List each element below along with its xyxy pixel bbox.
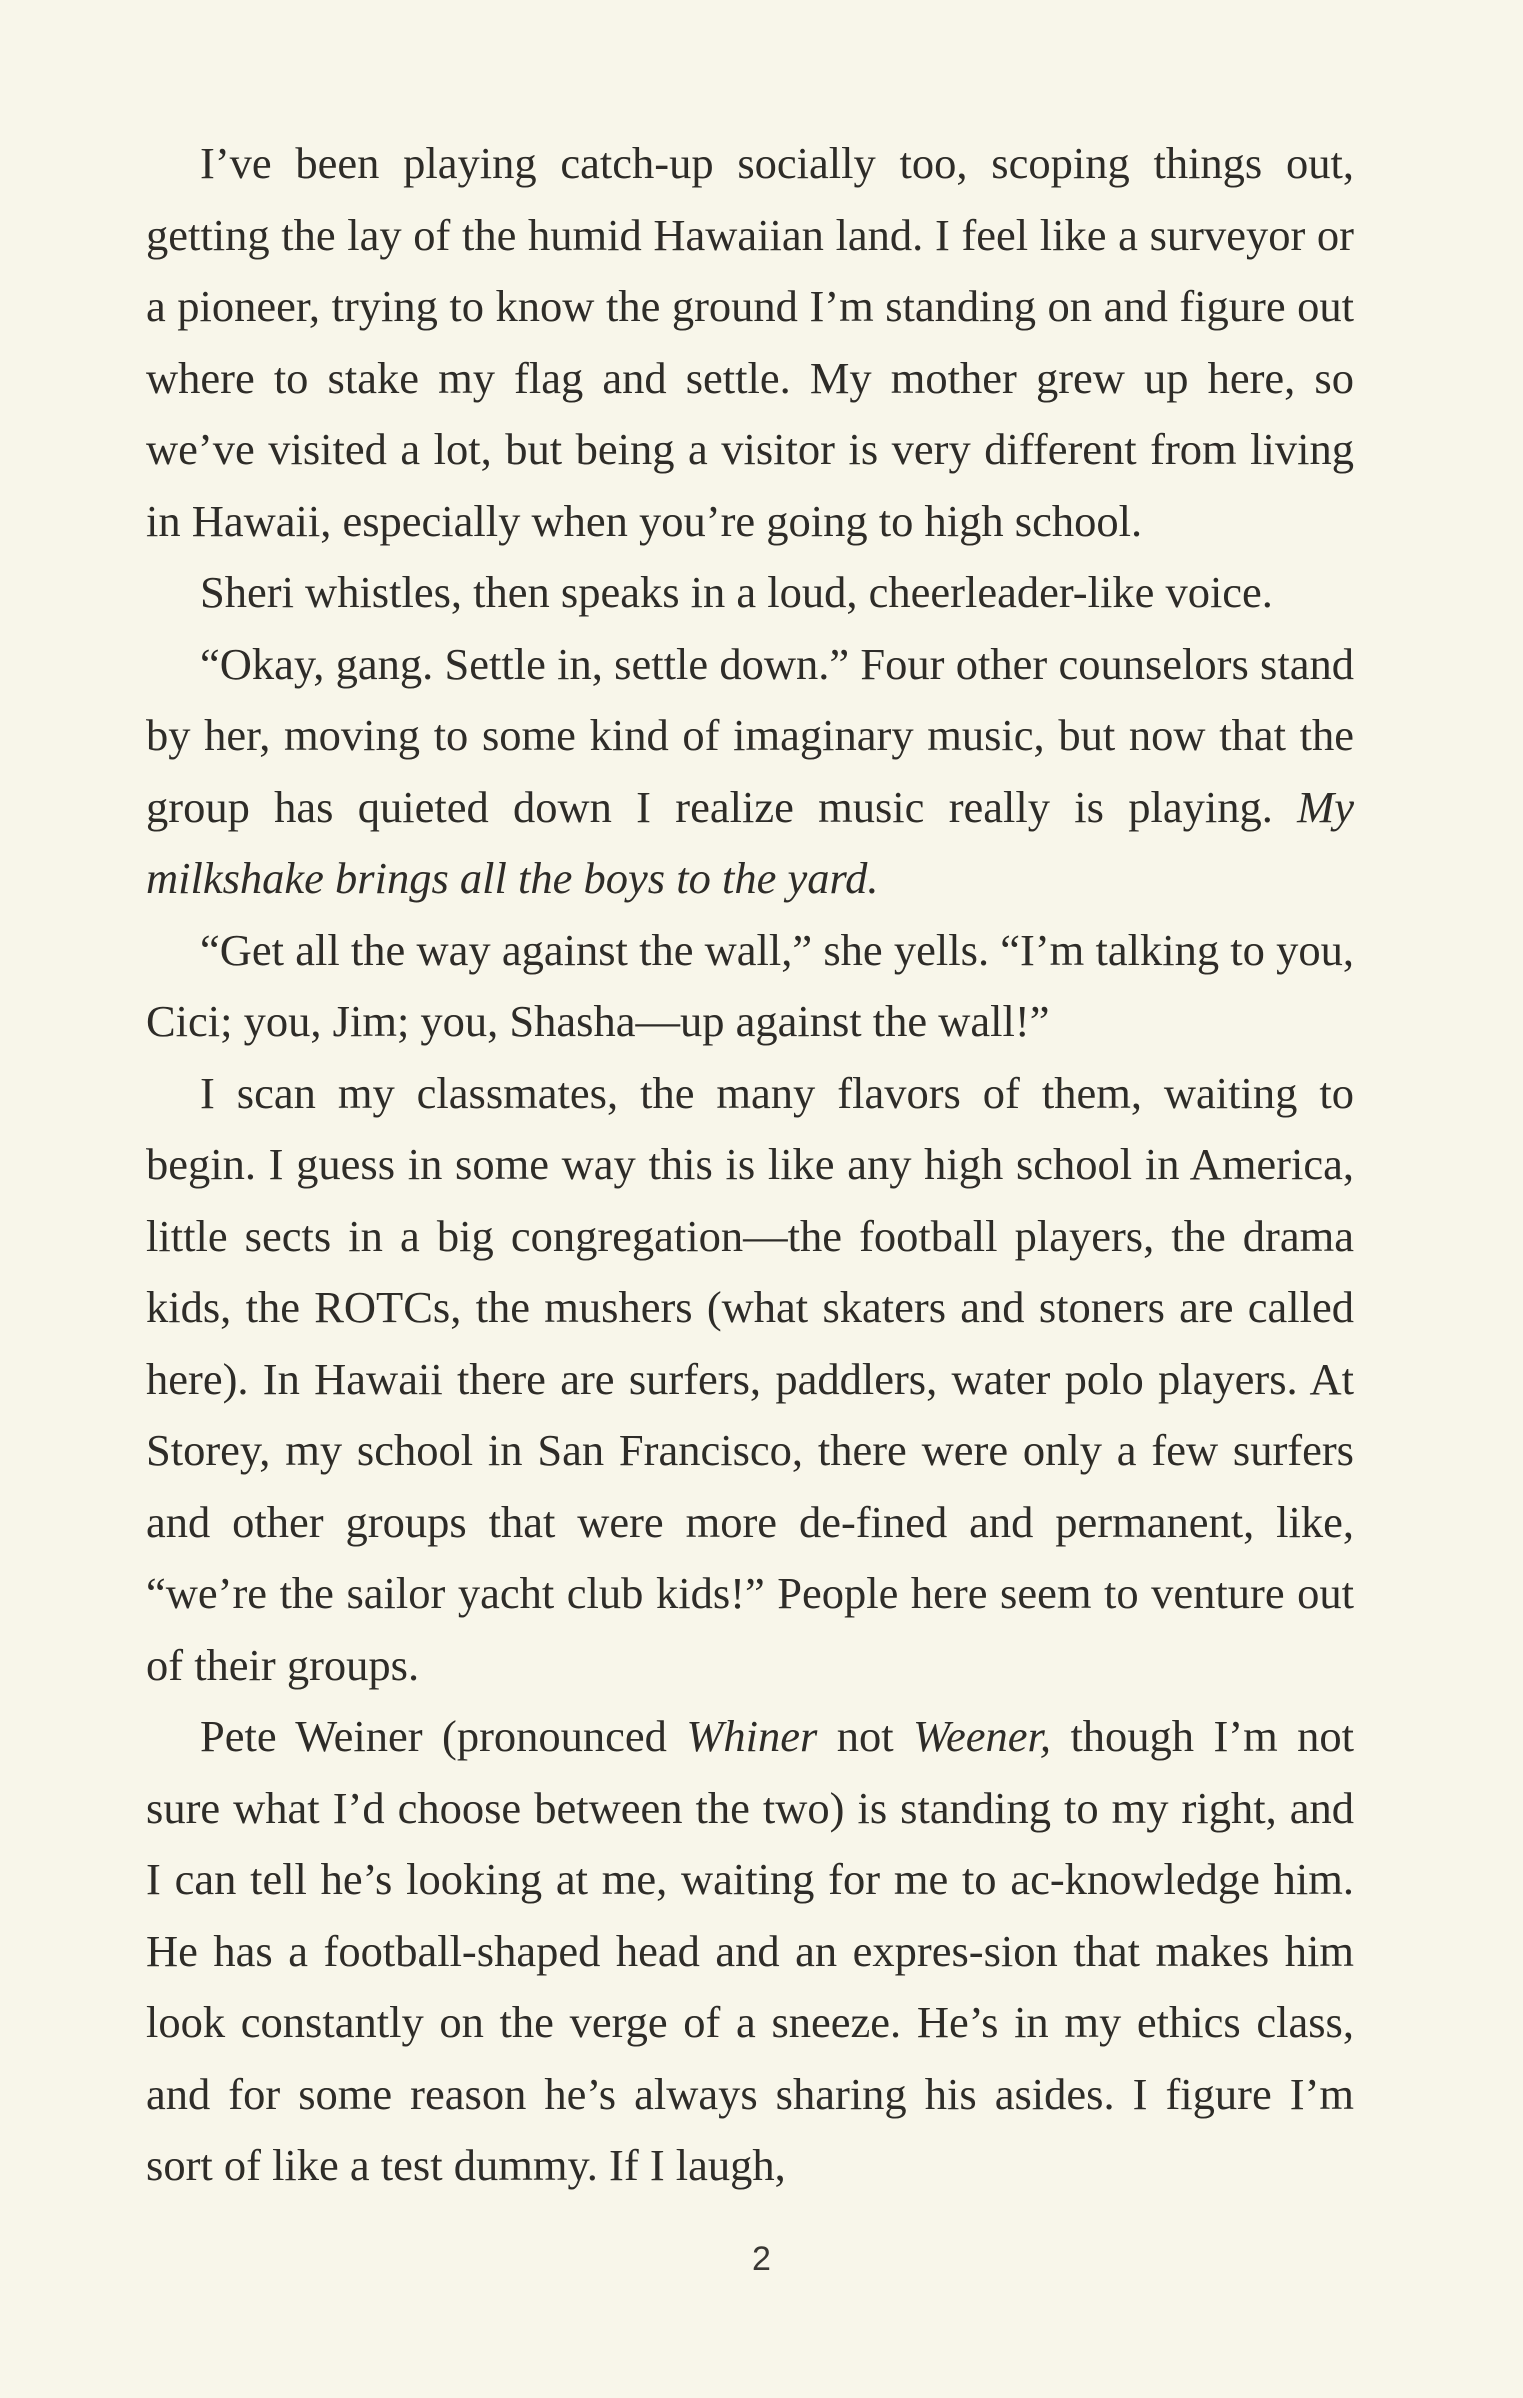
paragraph-3-text: “Okay, gang. Settle in, settle down.” Four other counselors stand by her, moving to some kind of imaginary music, but now that the group has quieted down I realize music really is playing. [146, 638, 1354, 832]
body-text [146, 128, 1354, 2202]
paragraph-2-text: Sheri whistles, then speaks in a loud, cheerleader-like voice. [200, 567, 1273, 617]
paragraph-3 [146, 629, 1354, 915]
weener-italic: Weener, [913, 1711, 1052, 1761]
paragraph-1-text: I’ve been playing catch-up socially too, scoping things out, getting the lay of the humid Hawaiian land. I feel like a surveyor or a pioneer, trying to know the ground I’m standing on and figure out where to stake my flag and settle. My mother grew up here, so we’ve visited a lot, but being a visitor is very different from living in Hawaii, especially when you’re going to high school. [146, 138, 1354, 546]
paragraph-4-text: “Get all the way against the wall,” she yells. “I’m talking to you, Cici; you, Jim; you, Shasha—up against the wall!” [146, 924, 1354, 1046]
paragraph-6 [146, 1701, 1354, 2202]
paragraph-6-text-a: Pete Weiner (pronounced [200, 1711, 687, 1761]
song-lyric-italic: My milkshake brings all the boys to the yard. [146, 781, 1354, 903]
paragraph-2 [146, 557, 1354, 629]
page-number: 2 [752, 2240, 771, 2278]
paragraph-4 [146, 915, 1354, 1058]
paragraph-6-text-c: though I’m not sure what I’d choose between the two) is standing to my right, and I can tell he’s looking at me, waiting for me to ac-knowledge him. He has a football-shaped head and an expres-sion that makes him look constantly on the verge of a sneeze. He’s in my ethics class, and for some reason he’s always sharing his asides. I figure I’m sort of like a test dummy. If I laugh, [146, 1711, 1354, 2190]
paragraph-5 [146, 1058, 1354, 1702]
paragraph-6-text-b: not [817, 1711, 914, 1761]
paragraph-1 [146, 128, 1354, 557]
whiner-italic: Whiner [686, 1711, 818, 1761]
paragraph-5-text: I scan my classmates, the many flavors of them, waiting to begin. I guess in some way this is like any high school in America, little sects in a big congregation—the football players, the drama kids, the ROTCs, the mushers (what skaters and stoners are called here). In Hawaii there are surfers, paddlers, water polo players. At Storey, my school in San Francisco, there were only a few surfers and other groups that were more de-fined and permanent, like, “we’re the sailor yacht club kids!” People here seem to venture out of their groups. [146, 1067, 1354, 1690]
